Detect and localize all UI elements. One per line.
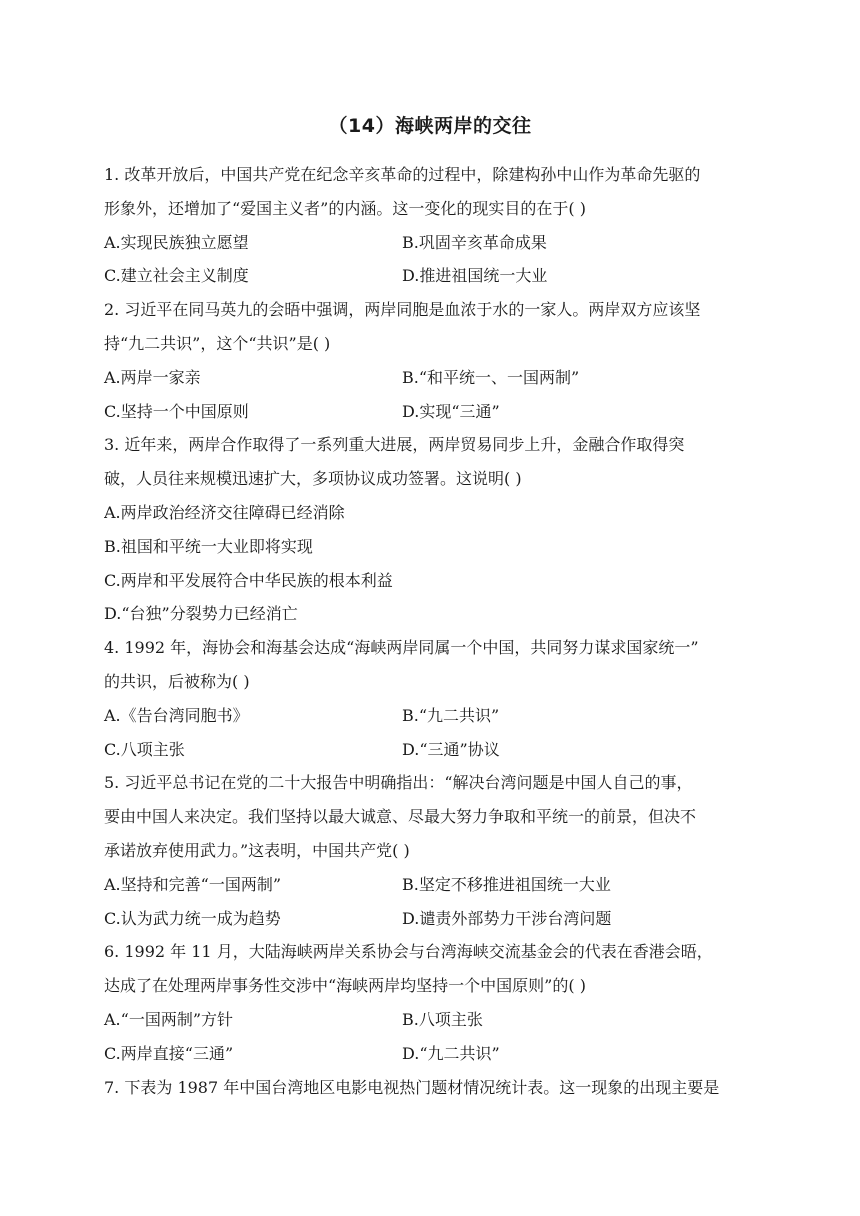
question-stem-line: 6. 1992 年 11 月，大陆海峡两岸关系协会与台湾海峡交流基金会的代表在香港会晤， <box>104 942 713 962</box>
question-stem-line: 要由中国人来决定。我们坚持以最大诚意、尽最大努力争取和平统一的前景，但决不 <box>104 807 697 827</box>
question-stem-line: 承诺放弃使用武力。”这表明，中国共产党( ) <box>104 840 410 860</box>
question-stem-line: 5. 习近平总书记在党的二十大报告中明确指出：“解决台湾问题是中国人自己的事， <box>104 773 693 793</box>
answer-option: A.实现民族独立愿望 <box>104 232 249 252</box>
question-stem-line: 破，人员往来规模迅速扩大，多项协议成功签署。这说明( ) <box>104 469 522 489</box>
question-stem-line: 形象外，还增加了“爱国主义者”的内涵。这一变化的现实目的在于( ) <box>104 198 586 218</box>
answer-option: B.巩固辛亥革命成果 <box>402 232 547 252</box>
answer-option-row <box>104 259 764 293</box>
answer-option: C.两岸和平发展符合中华民族的根本利益 <box>104 570 393 590</box>
answer-option: C.两岸直接“三通” <box>104 1043 234 1063</box>
question-stem-line: 持“九二共识”，这个“共识”是( ) <box>104 333 331 353</box>
question-5 <box>104 766 764 935</box>
question-stem-line: 的共识，后被称为( ) <box>104 671 250 691</box>
question-stem-line: 1. 改革开放后，中国共产党在纪念辛亥革命的过程中，除建构孙中山作为革命先驱的 <box>104 165 701 184</box>
question-4 <box>104 631 764 766</box>
answer-option: A.两岸政治经济交往障碍已经消除 <box>104 502 345 522</box>
question-7 <box>104 1071 764 1105</box>
answer-option-row <box>104 733 764 767</box>
answer-option-row <box>104 395 764 429</box>
question-stem-line: 7. 下表为 1987 年中国台湾地区电影电视热门题材情况统计表。这一现象的出现主要是 <box>104 1077 720 1097</box>
answer-option: B.坚定不移推进祖国统一大业 <box>402 874 611 894</box>
page-title: （14）海峡两岸的交往 <box>328 115 532 137</box>
answer-option: A.“一国两制”方针 <box>104 1009 234 1029</box>
answer-option: C.八项主张 <box>104 739 185 759</box>
answer-option: A.坚持和完善“一国两制” <box>104 874 282 894</box>
question-stem-line: 3. 近年来，两岸合作取得了一系列重大进展，两岸贸易同步上升，金融合作取得突 <box>104 435 685 455</box>
answer-option: B.“和平统一、一国两制” <box>402 367 580 387</box>
question-3 <box>104 428 764 631</box>
question-stem-line: 4. 1992 年，海协会和海基会达成“海峡两岸同属一个中国，共同努力谋求国家统一” <box>104 638 699 658</box>
question-list <box>104 158 764 1104</box>
answer-option-row <box>104 361 764 395</box>
answer-option-row <box>104 699 764 733</box>
answer-option: D.“三通”协议 <box>402 739 500 759</box>
answer-option: D.“九二共识” <box>402 1043 500 1063</box>
answer-option-row <box>104 868 764 902</box>
answer-option-row <box>104 226 764 260</box>
question-stem-line: 达成了在处理两岸事务性交涉中“海峡两岸均坚持一个中国原则”的( ) <box>104 976 586 996</box>
question-1 <box>104 158 764 293</box>
answer-option: D.实现“三通” <box>402 401 500 421</box>
question-6 <box>104 935 764 1070</box>
answer-option-row <box>104 1037 764 1071</box>
answer-option: B.“九二共识” <box>402 705 500 725</box>
answer-option: D.谴责外部势力干涉台湾问题 <box>402 908 612 928</box>
answer-option: B.祖国和平统一大业即将实现 <box>104 536 313 556</box>
question-2 <box>104 293 764 428</box>
answer-option: C.坚持一个中国原则 <box>104 401 249 421</box>
answer-option: B.八项主张 <box>402 1009 483 1029</box>
answer-option: D.“台独”分裂势力已经消亡 <box>104 604 298 624</box>
answer-option: D.推进祖国统一大业 <box>402 266 548 286</box>
answer-option: A.两岸一家亲 <box>104 367 201 387</box>
answer-option: C.认为武力统一成为趋势 <box>104 908 281 928</box>
answer-option: A.《告台湾同胞书》 <box>104 705 249 725</box>
question-stem-line: 2. 习近平在同马英九的会晤中强调，两岸同胞是血浓于水的一家人。两岸双方应该坚 <box>104 300 701 320</box>
answer-option: C.建立社会主义制度 <box>104 266 249 286</box>
answer-option-row <box>104 1003 764 1037</box>
answer-option-row <box>104 902 764 936</box>
